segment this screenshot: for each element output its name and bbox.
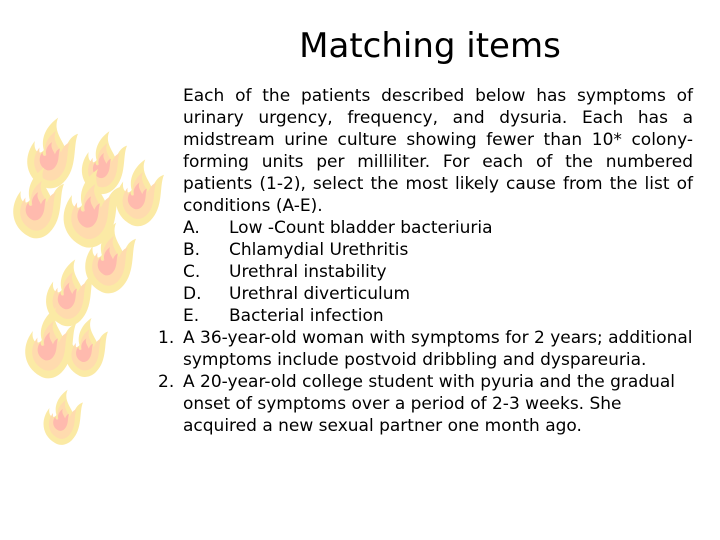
question-list xyxy=(158,327,693,437)
choice-text: Urethral diverticulum xyxy=(229,284,411,304)
choice-text: Low -Count bladder bacteriuria xyxy=(229,218,493,238)
choice-list xyxy=(183,217,693,327)
flame-decoration-icon xyxy=(0,0,200,540)
question-item xyxy=(158,327,693,371)
slide-title: Matching items xyxy=(299,26,561,66)
choice-item xyxy=(183,283,693,305)
choice-letter: B. xyxy=(183,240,201,260)
question-text: A 20-year-old college student with pyuria and the gradual onset of symptoms over a period of 2-3 weeks. She acquired a new sexual partner one month ago. xyxy=(183,372,676,436)
question-item xyxy=(158,371,693,437)
choice-item xyxy=(183,239,693,261)
choice-letter: C. xyxy=(183,262,201,282)
slide-body xyxy=(158,85,693,437)
choice-text: Chlamydial Urethritis xyxy=(229,240,409,260)
question-number: 1. xyxy=(158,328,175,348)
choice-item xyxy=(183,305,693,327)
choice-letter: A. xyxy=(183,218,200,238)
choice-item xyxy=(183,217,693,239)
choice-letter: E. xyxy=(183,306,200,326)
intro-paragraph: Each of the patients described below has symptoms of urinary urgency, frequency, and dysuria. Each has a midstream urine culture showing fewer than 10* colony-forming units per milliliter. For each of the numbered patients (1-2), select the most likely cause from the list of conditions (A-E). xyxy=(183,86,693,216)
choice-letter: D. xyxy=(183,284,202,304)
choice-item xyxy=(183,261,693,283)
choice-text: Bacterial infection xyxy=(229,306,384,326)
question-text: A 36-year-old woman with symptoms for 2 years; additional symptoms include postvoid dribbling and dyspareuria. xyxy=(183,328,693,370)
choice-text: Urethral instability xyxy=(229,262,387,282)
question-number: 2. xyxy=(158,372,175,392)
